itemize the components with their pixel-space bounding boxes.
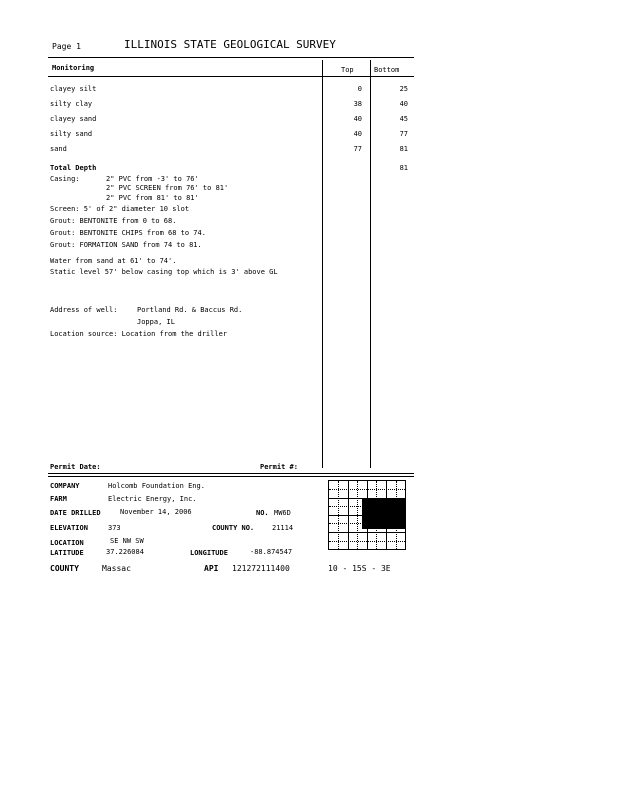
section-locator-grid <box>328 480 406 550</box>
footer-rule <box>48 476 414 477</box>
footer-rule <box>48 473 414 474</box>
note-line: Water from sand at 61' to 74'. <box>50 257 177 265</box>
table-row-material: sand <box>50 145 67 153</box>
page-number: Page 1 <box>52 42 81 51</box>
casing-line: 2" PVC from 81' to 81' <box>106 194 199 202</box>
table-row-top: 40 <box>353 130 362 138</box>
table-row-bottom: 77 <box>399 130 408 138</box>
table-row-bottom: 25 <box>399 85 408 93</box>
table-row-top: 38 <box>353 100 362 108</box>
column-divider-right <box>370 60 371 468</box>
table-row-material: silty clay <box>50 100 93 108</box>
table-row-top: 40 <box>353 115 362 123</box>
latitude-value: 37.226084 <box>106 548 144 556</box>
elevation-label: ELEVATION <box>50 524 88 532</box>
permit-date-label: Permit Date: <box>50 463 101 471</box>
table-row-material: silty sand <box>50 130 93 138</box>
note-line: Grout: BENTONITE from 0 to 68. <box>50 217 177 225</box>
total-depth-label: Total Depth <box>50 164 97 172</box>
well-number-label: NO. <box>256 509 269 517</box>
api-label: API <box>204 564 219 573</box>
table-row-material: clayey silt <box>50 85 97 93</box>
longitude-label: LONGITUDE <box>190 549 228 557</box>
latitude-label: LATITUDE <box>50 549 84 557</box>
address-label: Address of well: <box>50 306 118 314</box>
location-source: Location source: Location from the driller <box>50 330 228 338</box>
county-number-value: 21114 <box>272 524 294 532</box>
total-depth-value: 81 <box>399 164 408 172</box>
note-line: Grout: BENTONITE CHIPS from 68 to 74. <box>50 229 206 237</box>
company-label: COMPANY <box>50 482 80 490</box>
township-range-section: 10 - 15S - 3E <box>328 564 391 573</box>
header-rule <box>48 57 414 58</box>
api-value: 121272111400 <box>232 564 290 573</box>
table-row-bottom: 45 <box>399 115 408 123</box>
date-drilled-label: DATE DRILLED <box>50 509 101 517</box>
column-header-rule <box>48 76 414 77</box>
farm-label: FARM <box>50 495 67 503</box>
table-row-bottom: 40 <box>399 100 408 108</box>
location-label: LOCATION <box>50 539 84 547</box>
grid-line <box>329 541 405 542</box>
well-number-value: MW6D <box>274 509 291 517</box>
company-value: Holcomb Foundation Eng. <box>108 482 205 490</box>
table-row-material: clayey sand <box>50 115 97 123</box>
permit-number-label: Permit #: <box>260 463 298 471</box>
table-row-bottom: 81 <box>399 145 408 153</box>
column-header-top: Top <box>341 66 354 74</box>
address-line: Portland Rd. & Baccus Rd. <box>137 306 243 314</box>
column-header-bottom: Bottom <box>374 66 400 74</box>
table-row-top: 0 <box>357 85 362 93</box>
casing-line: 2" PVC SCREEN from 76' to 81' <box>106 184 229 192</box>
page-title: ILLINOIS STATE GEOLOGICAL SURVEY <box>124 38 336 51</box>
note-line: Static level 57' below casing top which is 3' above GL <box>50 268 278 276</box>
table-row-top: 77 <box>353 145 362 153</box>
casing-line: 2" PVC from -3' to 76' <box>106 175 199 183</box>
casing-label: Casing: <box>50 175 80 183</box>
date-drilled-value: November 14, 2006 <box>120 508 192 516</box>
county-label: COUNTY <box>50 564 79 573</box>
county-number-label: COUNTY NO. <box>212 524 255 532</box>
location-value: SE NW SW <box>110 537 144 545</box>
farm-value: Electric Energy, Inc. <box>108 495 197 503</box>
grid-line <box>329 489 405 490</box>
longitude-value: -88.874547 <box>250 548 293 556</box>
county-value: Massac <box>102 564 131 573</box>
elevation-value: 373 <box>108 524 121 532</box>
note-line: Screen: 5' of 2" diameter 10 slot <box>50 205 190 213</box>
column-divider-left <box>322 60 323 468</box>
section-highlight <box>362 498 406 529</box>
note-line: Grout: FORMATION SAND from 74 to 81. <box>50 241 202 249</box>
section-label: Monitoring <box>52 64 95 72</box>
grid-line <box>329 532 405 533</box>
address-line: Joppa, IL <box>137 318 175 326</box>
